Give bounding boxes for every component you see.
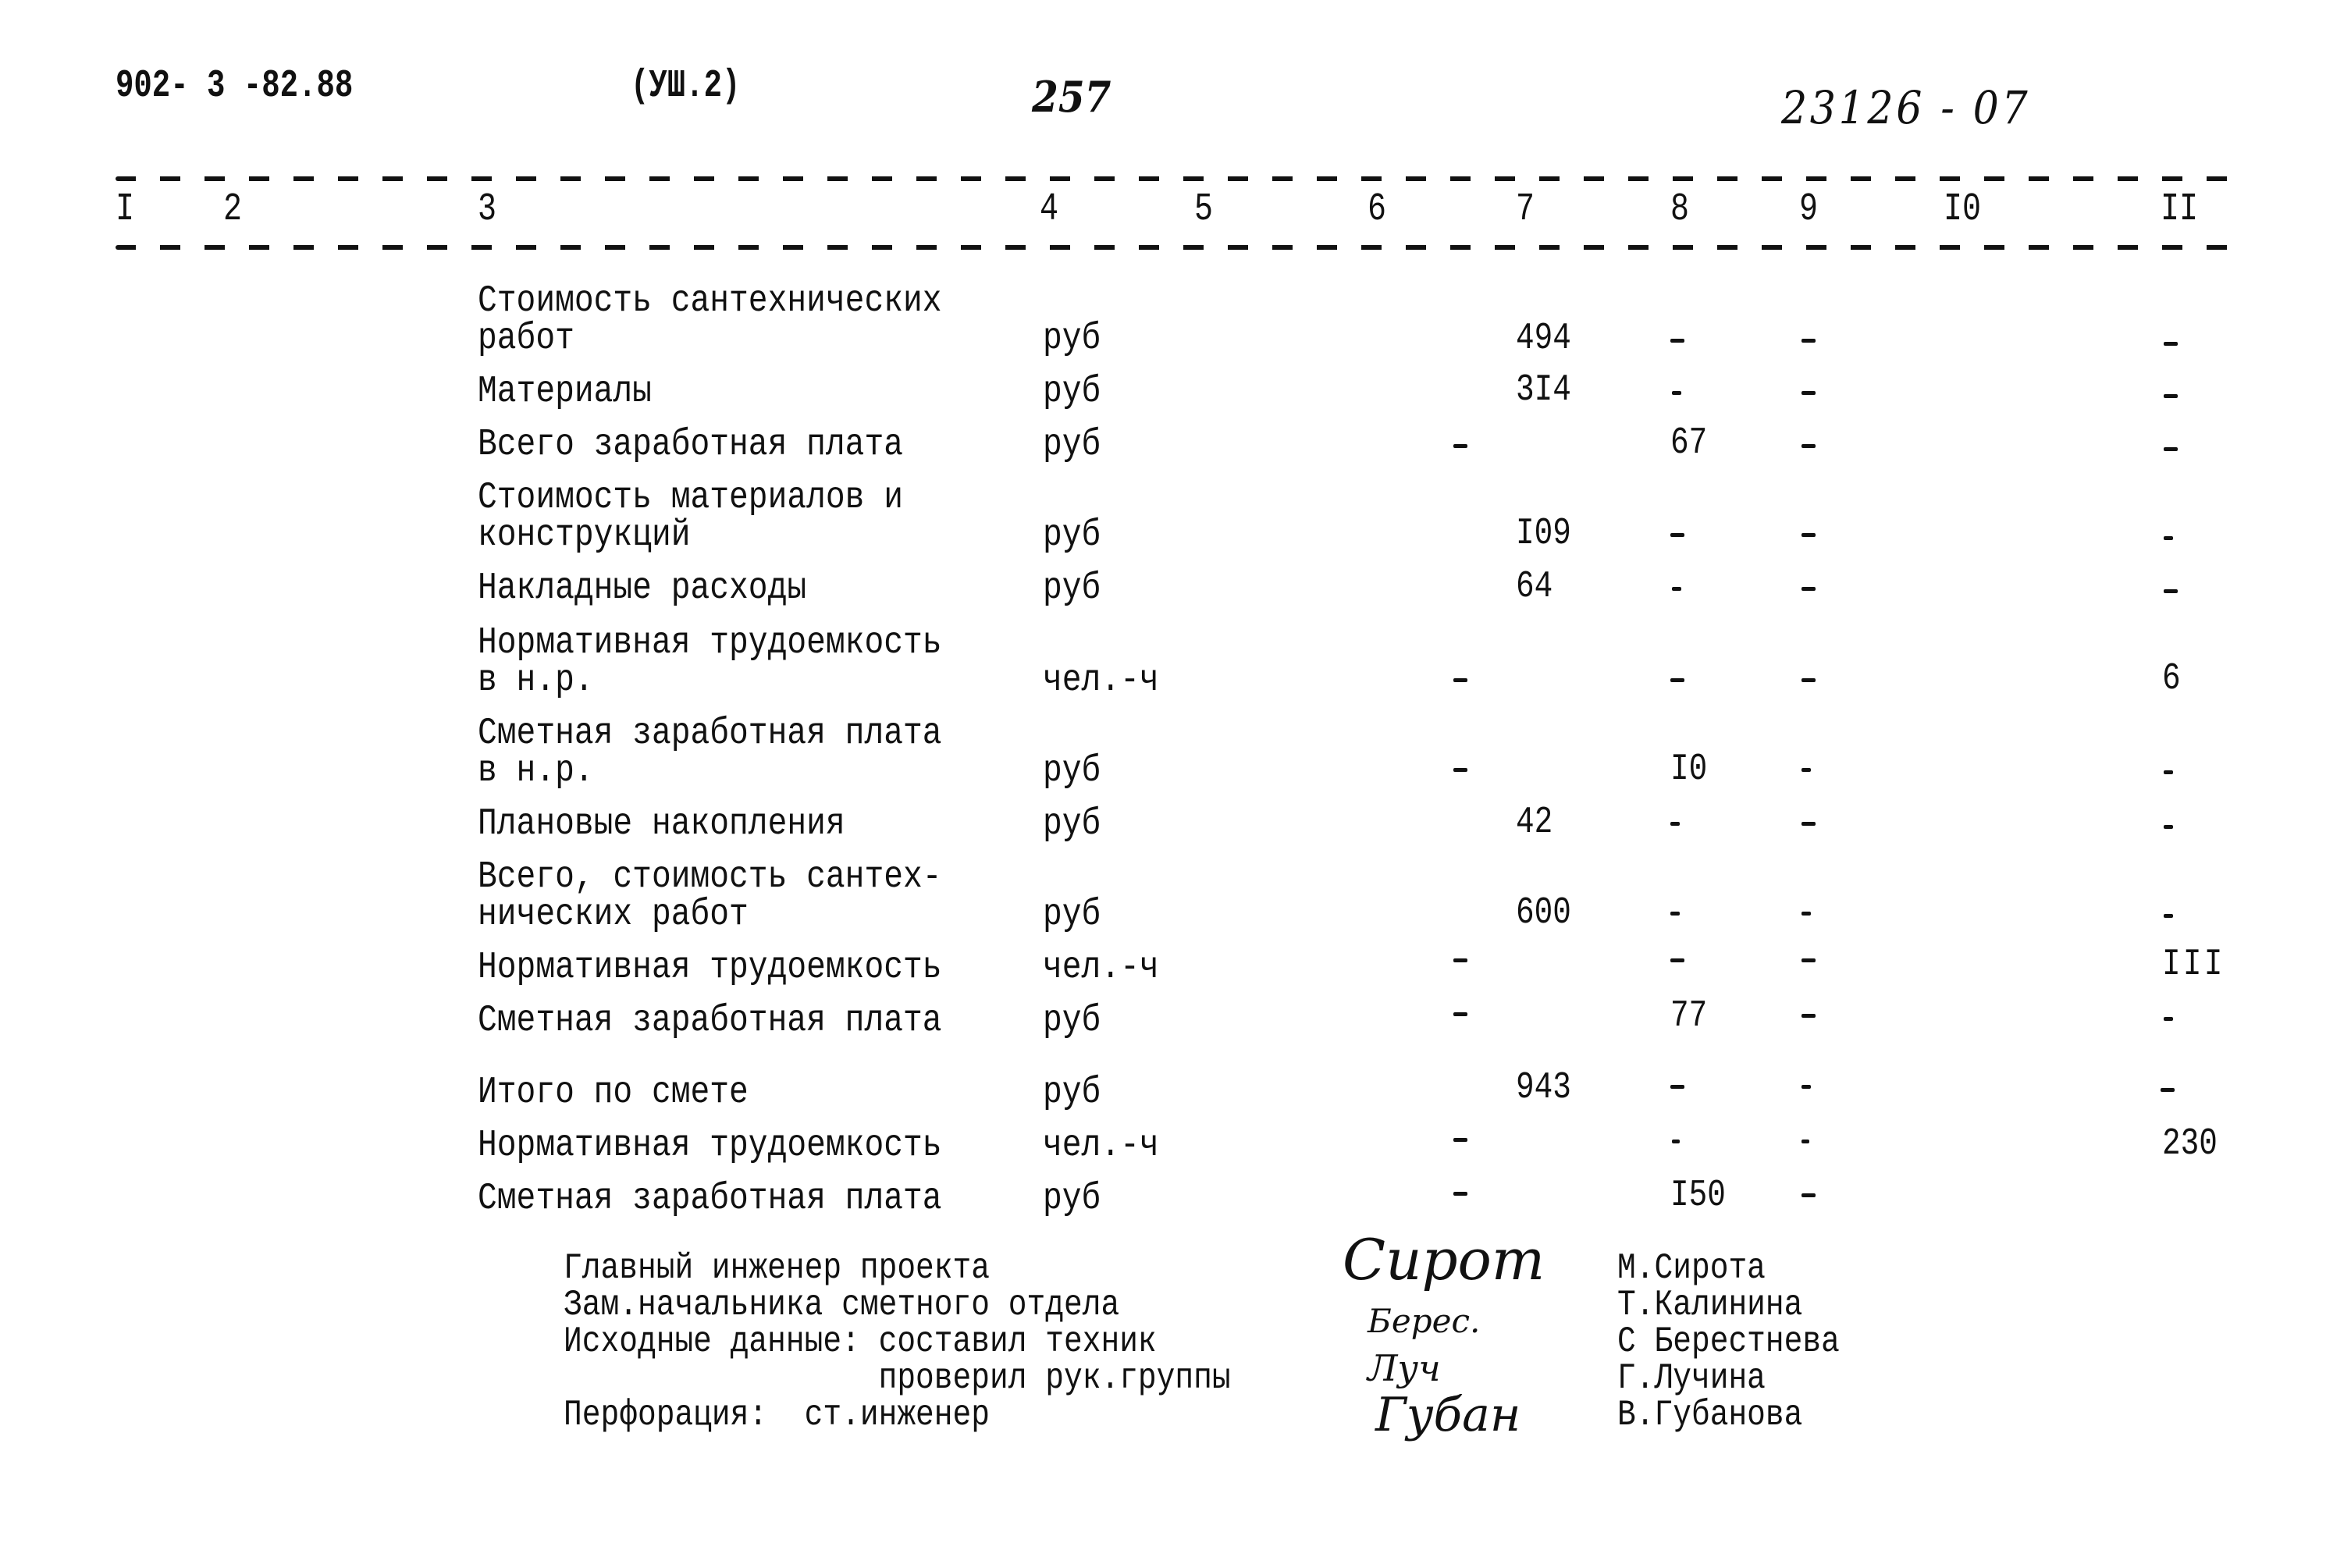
row-unit: руб xyxy=(1043,424,1101,466)
row-name-line1: Всего, стоимость сантех- xyxy=(478,856,942,898)
row-col7-dash xyxy=(1453,1138,1467,1142)
header-top-rule xyxy=(116,176,2246,181)
row-col9-dash xyxy=(1801,339,1816,343)
row-unit: чел.-ч xyxy=(1043,1125,1159,1167)
document-code: 902- 3 -82.88 xyxy=(116,64,354,108)
row-col11-dash xyxy=(2164,394,2178,398)
row-col8-dash xyxy=(1672,391,1681,395)
row-col9-dash xyxy=(1801,533,1816,537)
row-unit: чел.-ч xyxy=(1043,660,1159,702)
row-col7-value: 494 xyxy=(1516,318,1571,360)
row-name-line1: Сметная заработная плата xyxy=(478,713,942,755)
row-col7-value: 943 xyxy=(1516,1067,1571,1109)
signature-role-chief-engineer: Главный инженер проекта xyxy=(564,1248,991,1289)
header-bottom-rule xyxy=(116,245,2246,250)
row-col7-dash xyxy=(1453,768,1467,772)
column-header-1: I xyxy=(116,187,135,232)
row-col7-dash xyxy=(1453,678,1467,682)
signature-role-perforation: Перфорация: ст.инженер xyxy=(564,1395,991,1435)
row-col8-dash xyxy=(1672,1140,1680,1143)
row-col8-dash xyxy=(1670,678,1684,682)
row-name: Нормативная трудоемкость xyxy=(478,947,942,989)
row-col8-dash xyxy=(1670,1085,1684,1089)
row-unit: руб xyxy=(1043,318,1101,360)
row-name: Сметная заработная плата xyxy=(478,1178,942,1220)
signature-role-compiled-by: Исходные данные: составил техник xyxy=(564,1321,1157,1362)
signatory-name: Т.Калинина xyxy=(1617,1285,1803,1325)
row-col7-value: 3I4 xyxy=(1516,369,1571,411)
row-name: Итого по смете xyxy=(478,1072,749,1114)
signature-role-checked-by: проверил рук.группы xyxy=(564,1358,1231,1399)
column-header-11: II xyxy=(2161,187,2199,232)
row-col9-dash xyxy=(1801,912,1811,916)
row-unit: руб xyxy=(1043,514,1101,556)
row-name-line1: Стоимость материалов и xyxy=(478,477,903,519)
row-col11-dash xyxy=(2164,342,2178,346)
row-col8-dash xyxy=(1670,912,1680,916)
row-col11-dash xyxy=(2164,914,2173,918)
signatory-name: М.Сирота xyxy=(1617,1248,1766,1289)
row-col8-value: 77 xyxy=(1670,995,1708,1037)
row-name: Плановые накопления xyxy=(478,803,845,845)
row-col8-dash xyxy=(1670,958,1684,962)
row-col9-dash xyxy=(1801,768,1811,772)
column-header-3: 3 xyxy=(478,187,497,232)
row-col11-dash xyxy=(2164,536,2173,540)
row-name-line2: в н.р. xyxy=(478,750,594,792)
column-header-7: 7 xyxy=(1516,187,1535,232)
row-unit: чел.-ч xyxy=(1043,947,1159,989)
row-unit: руб xyxy=(1043,567,1101,610)
row-col11-dash xyxy=(2164,825,2173,829)
row-col7-value: 600 xyxy=(1516,892,1571,934)
row-col11-dash xyxy=(2161,1088,2175,1092)
row-name-line2: конструкций xyxy=(478,514,691,556)
row-col7-dash xyxy=(1453,958,1467,962)
column-header-10: I0 xyxy=(1944,187,1982,232)
row-col7-dash xyxy=(1453,444,1467,448)
row-name: Накладные расходы xyxy=(478,567,807,610)
row-name-line1: Стоимость сантехнических xyxy=(478,280,942,322)
row-col8-value: I0 xyxy=(1670,748,1708,791)
handwritten-signature-4: Губан xyxy=(1375,1388,1521,1442)
row-col9-dash xyxy=(1801,1014,1816,1018)
row-col11-value: 6 xyxy=(2162,658,2181,700)
row-unit: руб xyxy=(1043,803,1101,845)
row-col7-dash xyxy=(1453,1192,1467,1196)
column-header-8: 8 xyxy=(1670,187,1690,232)
row-col8-dash xyxy=(1670,339,1684,343)
row-col11-dash xyxy=(2164,1017,2173,1021)
row-col9-dash xyxy=(1801,678,1816,682)
row-name: Сметная заработная плата xyxy=(478,1000,942,1042)
signature-role-deputy-head: Зам.начальника сметного отдела xyxy=(564,1285,1120,1325)
handwritten-signature-1: Сирот xyxy=(1343,1227,1545,1292)
stamp-number: 23126 - 07 xyxy=(1781,81,2031,134)
row-col11-value: 230 xyxy=(2162,1123,2218,1165)
signatory-name: С Берестнева xyxy=(1617,1321,1840,1362)
row-col8-value: I50 xyxy=(1670,1175,1726,1217)
row-col11-dash xyxy=(2164,770,2173,774)
row-col9-dash xyxy=(1801,391,1816,395)
row-col7-value: 42 xyxy=(1516,802,1553,844)
column-header-9: 9 xyxy=(1799,187,1819,232)
row-col7-dash xyxy=(1453,1012,1467,1016)
column-header-5: 5 xyxy=(1194,187,1214,232)
row-col11-dash xyxy=(2164,589,2178,593)
section-label: (УШ.2) xyxy=(631,64,741,108)
row-col9-dash xyxy=(1801,587,1816,591)
row-col11-dash xyxy=(2164,447,2178,451)
row-unit: руб xyxy=(1043,1072,1101,1114)
row-col8-dash xyxy=(1670,822,1680,826)
handwritten-signature-2: Берес. xyxy=(1368,1302,1481,1340)
row-col9-dash xyxy=(1801,822,1816,826)
row-col11-value: III xyxy=(2162,944,2225,986)
row-unit: руб xyxy=(1043,894,1101,936)
row-col9-dash xyxy=(1801,958,1816,962)
row-unit: руб xyxy=(1043,750,1101,792)
column-header-6: 6 xyxy=(1368,187,1387,232)
row-col7-value: 64 xyxy=(1516,566,1553,608)
row-name: Материалы xyxy=(478,371,652,413)
row-name: Всего заработная плата xyxy=(478,424,903,466)
page-number: 257 xyxy=(1032,72,1111,122)
row-name-line2: в н.р. xyxy=(478,660,594,702)
column-header-4: 4 xyxy=(1040,187,1059,232)
row-name: Нормативная трудоемкость xyxy=(478,1125,942,1167)
row-col8-dash xyxy=(1672,587,1681,591)
row-col9-dash xyxy=(1801,1140,1809,1143)
row-col9-dash xyxy=(1801,444,1816,448)
row-name-line1: Нормативная трудоемкость xyxy=(478,622,942,664)
signatory-name: В.Губанова xyxy=(1617,1395,1803,1435)
row-col8-dash xyxy=(1670,533,1684,537)
row-col9-dash xyxy=(1801,1085,1811,1089)
row-col8-value: 67 xyxy=(1670,422,1708,464)
row-unit: руб xyxy=(1043,371,1101,413)
signatory-name: Г.Лучина xyxy=(1617,1358,1766,1399)
row-name-line2: нических работ xyxy=(478,894,749,936)
row-col9-dash xyxy=(1801,1193,1816,1197)
row-col7-value: I09 xyxy=(1516,513,1571,555)
handwritten-signature-3: Луч xyxy=(1368,1347,1441,1389)
column-header-2: 2 xyxy=(223,187,243,232)
row-unit: руб xyxy=(1043,1000,1101,1042)
row-unit: руб xyxy=(1043,1178,1101,1220)
row-name-line2: работ xyxy=(478,318,574,360)
